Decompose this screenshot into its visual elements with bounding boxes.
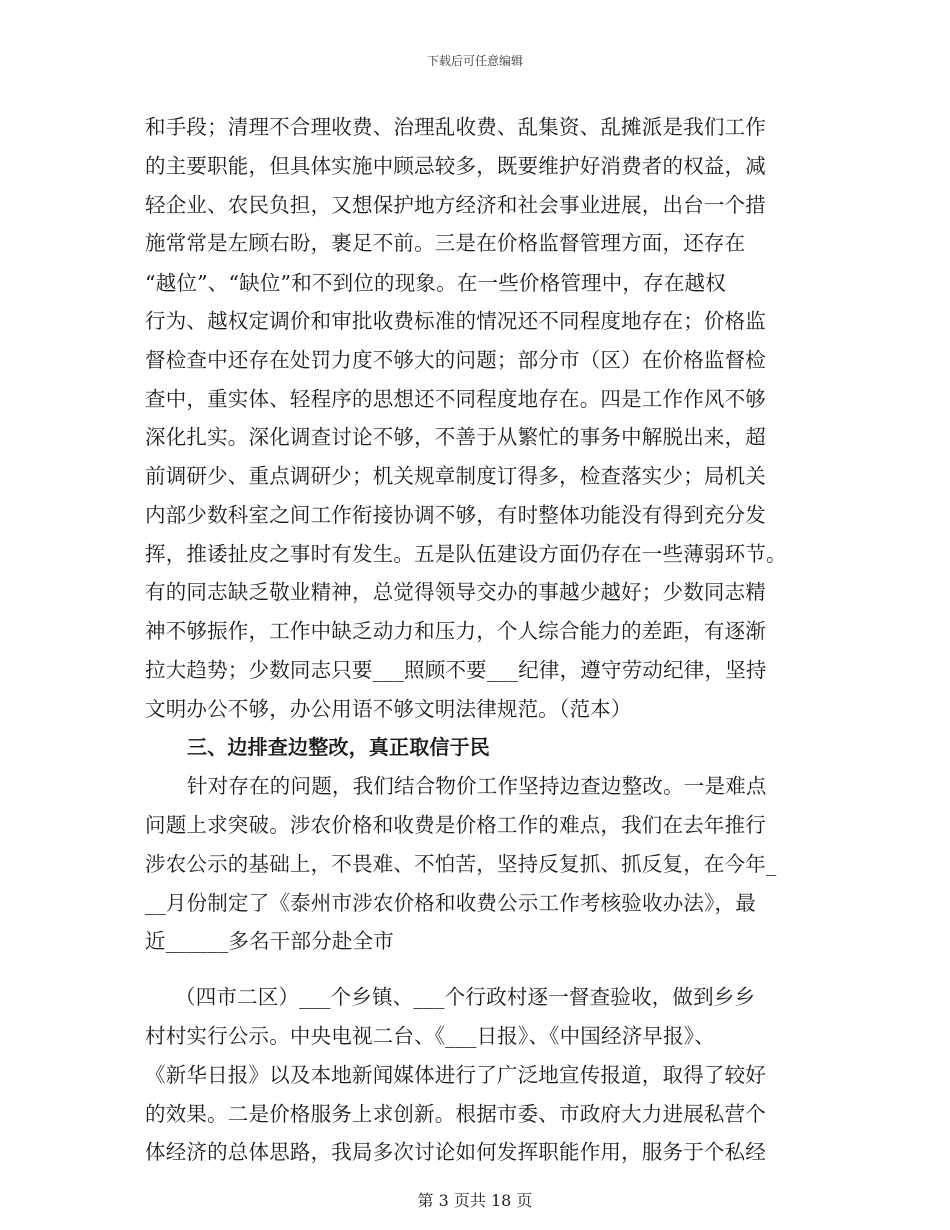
body-line-12: 挥，推诿扯皮之事时有发生。五是队伍建设方面仍存在一些薄弱环节。 (145, 542, 787, 566)
download-note: 下载后可任意编辑 (426, 54, 523, 68)
final-line-3: 《新华日报》以及本地新闻媒体进行了广泛地宣传报道，取得了较好 (145, 1063, 766, 1087)
final-line-1: （四市二区）___个乡镇、___个行政村逐一督查验收，做到乡乡 (175, 985, 756, 1009)
body-line-16: 文明办公不够，办公用语不够文明法律规范。（范本） (145, 697, 632, 721)
body-line-9: 深化扎实。深化调查讨论不够，不善于从繁忙的事务中解脱出来，超 (145, 425, 766, 449)
section-line-1: 针对存在的问题，我们结合物价工作坚持边查边整改。一是难点 (187, 774, 767, 798)
body-line-3: 轻企业、农民负担，又想保护地方经济和社会事业进展，出台一个措 (145, 193, 766, 217)
page-number: 第 3 页共 18 页 (417, 1191, 533, 1210)
body-line-15: 拉大趋势；少数同志只要___照顾不要___纪律，遵守劳动纪律，坚持 (145, 658, 767, 682)
section-line-3: 涉农公示的基础上，不畏难、不怕苦，坚持反复抓、抓反复，在今年_ (145, 852, 777, 876)
body-line-7: 督检查中还存在处罚力度不够大的问题；部分市（区）在价格监督检 (145, 348, 766, 372)
final-line-5: 体经济的总体思路，我局多次讨论如何发挥职能作用，服务于个私经 (145, 1140, 766, 1164)
body-line-5: “越位”、“缺位”和不到位的现象。在一些价格管理中，存在越权 (145, 271, 726, 295)
body-line-11: 内部少数科室之间工作衔接协调不够，有时整体功能没有得到充分发 (145, 503, 766, 527)
section-heading: 三、边排查边整改，真正取信于民 (187, 735, 490, 759)
section-line-5: 近______多名干部分赴全市 (145, 929, 394, 953)
final-line-2: 村村实行公示。中央电视二台、《___日报》、《中国经济早报》、 (145, 1024, 715, 1048)
body-line-8: 查中，重实体、轻程序的思想还不同程度地存在。四是工作作风不够 (145, 387, 766, 411)
body-line-4: 施常常是左顾右盼，裹足不前。三是在价格监督管理方面，还存在 (145, 231, 746, 255)
body-line-14: 神不够振作，工作中缺乏动力和压力，个人综合能力的差距，有逐渐 (145, 619, 766, 643)
body-line-2: 的主要职能，但具体实施中顾忌较多，既要维护好消费者的权益，减 (145, 154, 766, 178)
body-line-1: 和手段；清理不合理收费、治理乱收费、乱集资、乱摊派是我们工作 (145, 115, 766, 139)
body-line-10: 前调研少、重点调研少；机关规章制度订得多，检查落实少；局机关 (145, 464, 766, 488)
section-line-4: __月份制定了《泰州市涉农价格和收费公示工作考核验收办法》，最 (145, 891, 756, 915)
section-line-2: 问题上求突破。涉农价格和收费是价格工作的难点，我们在去年推行 (145, 813, 766, 837)
body-line-6: 行为、越权定调价和审批收费标准的情况还不同程度地存在；价格监 (145, 309, 766, 333)
body-line-13: 有的同志缺乏敬业精神，总觉得领导交办的事越少越好；少数同志精 (145, 580, 766, 604)
final-line-4: 的效果。二是价格服务上求创新。根据市委、市政府大力进展私营个 (145, 1102, 766, 1126)
